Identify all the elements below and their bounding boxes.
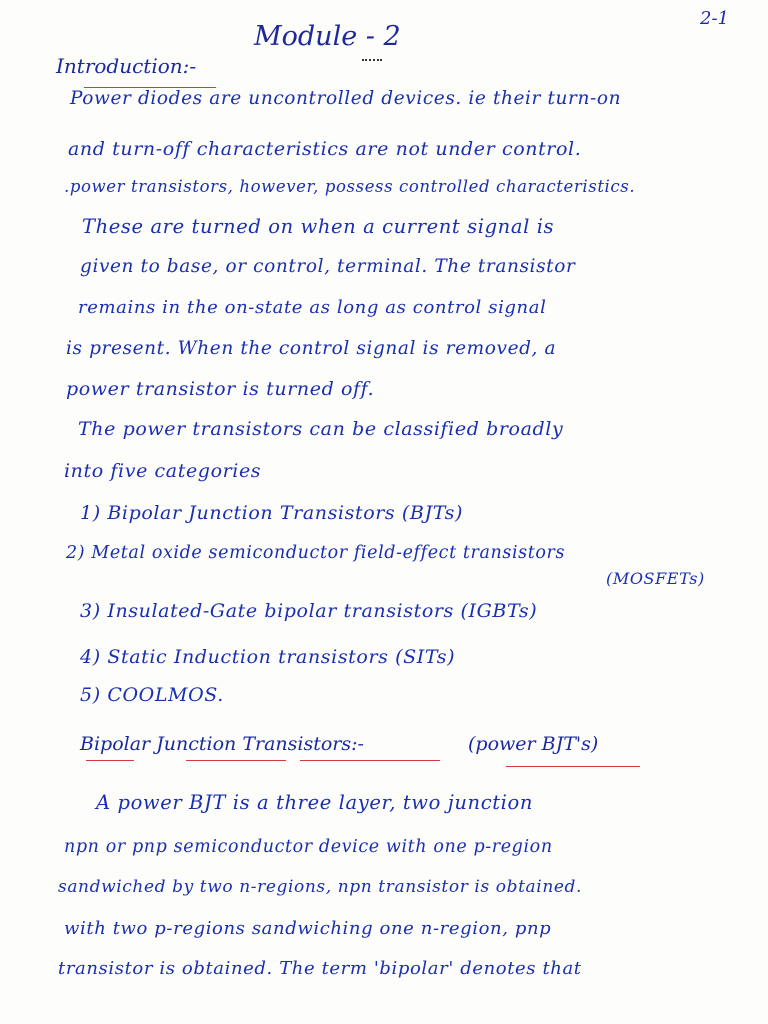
bjt-line-1: A power BJT is a three layer, two junction	[96, 791, 533, 814]
bjt-subheading-underline	[506, 766, 640, 767]
intro-line-6: remains in the on-state as long as control signal	[78, 297, 547, 318]
category-item-1: 1) Bipolar Junction Transistors (BJTs)	[80, 502, 463, 524]
intro-heading: Introduction:-	[56, 54, 197, 78]
category-item-3: 3) Insulated-Gate bipolar transistors (IGBTs)	[80, 600, 538, 622]
category-item-2-cont: (MOSFETs)	[606, 569, 705, 588]
intro-line-5: given to base, or control, terminal. The transistor	[80, 256, 576, 277]
bjt-subheading: (power BJT's)	[468, 733, 599, 755]
category-item-5: 5) COOLMOS.	[80, 684, 224, 706]
intro-line-8: power transistor is turned off.	[66, 378, 375, 400]
intro-line-7: is present. When the control signal is removed, a	[66, 338, 557, 359]
bjt-line-3: sandwiched by two n-regions, npn transistor is obtained.	[58, 877, 583, 897]
intro-line-9: The power transistors can be classified broadly	[78, 418, 564, 440]
intro-line-1: Power diodes are uncontrolled devices. ie their turn-on	[70, 88, 622, 109]
bjt-heading-underline-3	[300, 760, 440, 761]
bjt-heading-underline-2	[186, 760, 286, 761]
bjt-line-5: transistor is obtained. The term 'bipolar' denotes that	[58, 958, 582, 979]
intro-line-3: .power transistors, however, possess controlled characteristics.	[64, 177, 636, 196]
bjt-heading: Bipolar Junction Transistors:-	[80, 733, 364, 755]
title-dots	[362, 59, 382, 61]
bjt-line-2: npn or pnp semiconductor device with one p-region	[64, 837, 553, 857]
category-item-4: 4) Static Induction transistors (SITs)	[80, 646, 456, 668]
page-title: Module - 2	[254, 21, 401, 52]
category-item-2: 2) Metal oxide semiconductor field-effect transistors	[66, 543, 566, 563]
intro-line-4: These are turned on when a current signal is	[82, 215, 555, 238]
bjt-heading-underline-1	[86, 760, 134, 761]
page-number: 2-1	[700, 8, 729, 29]
intro-line-10: into five categories	[64, 460, 262, 482]
intro-line-2: and turn-off characteristics are not under control.	[68, 138, 582, 160]
bjt-line-4: with two p-regions sandwiching one n-region, pnp	[64, 918, 552, 939]
